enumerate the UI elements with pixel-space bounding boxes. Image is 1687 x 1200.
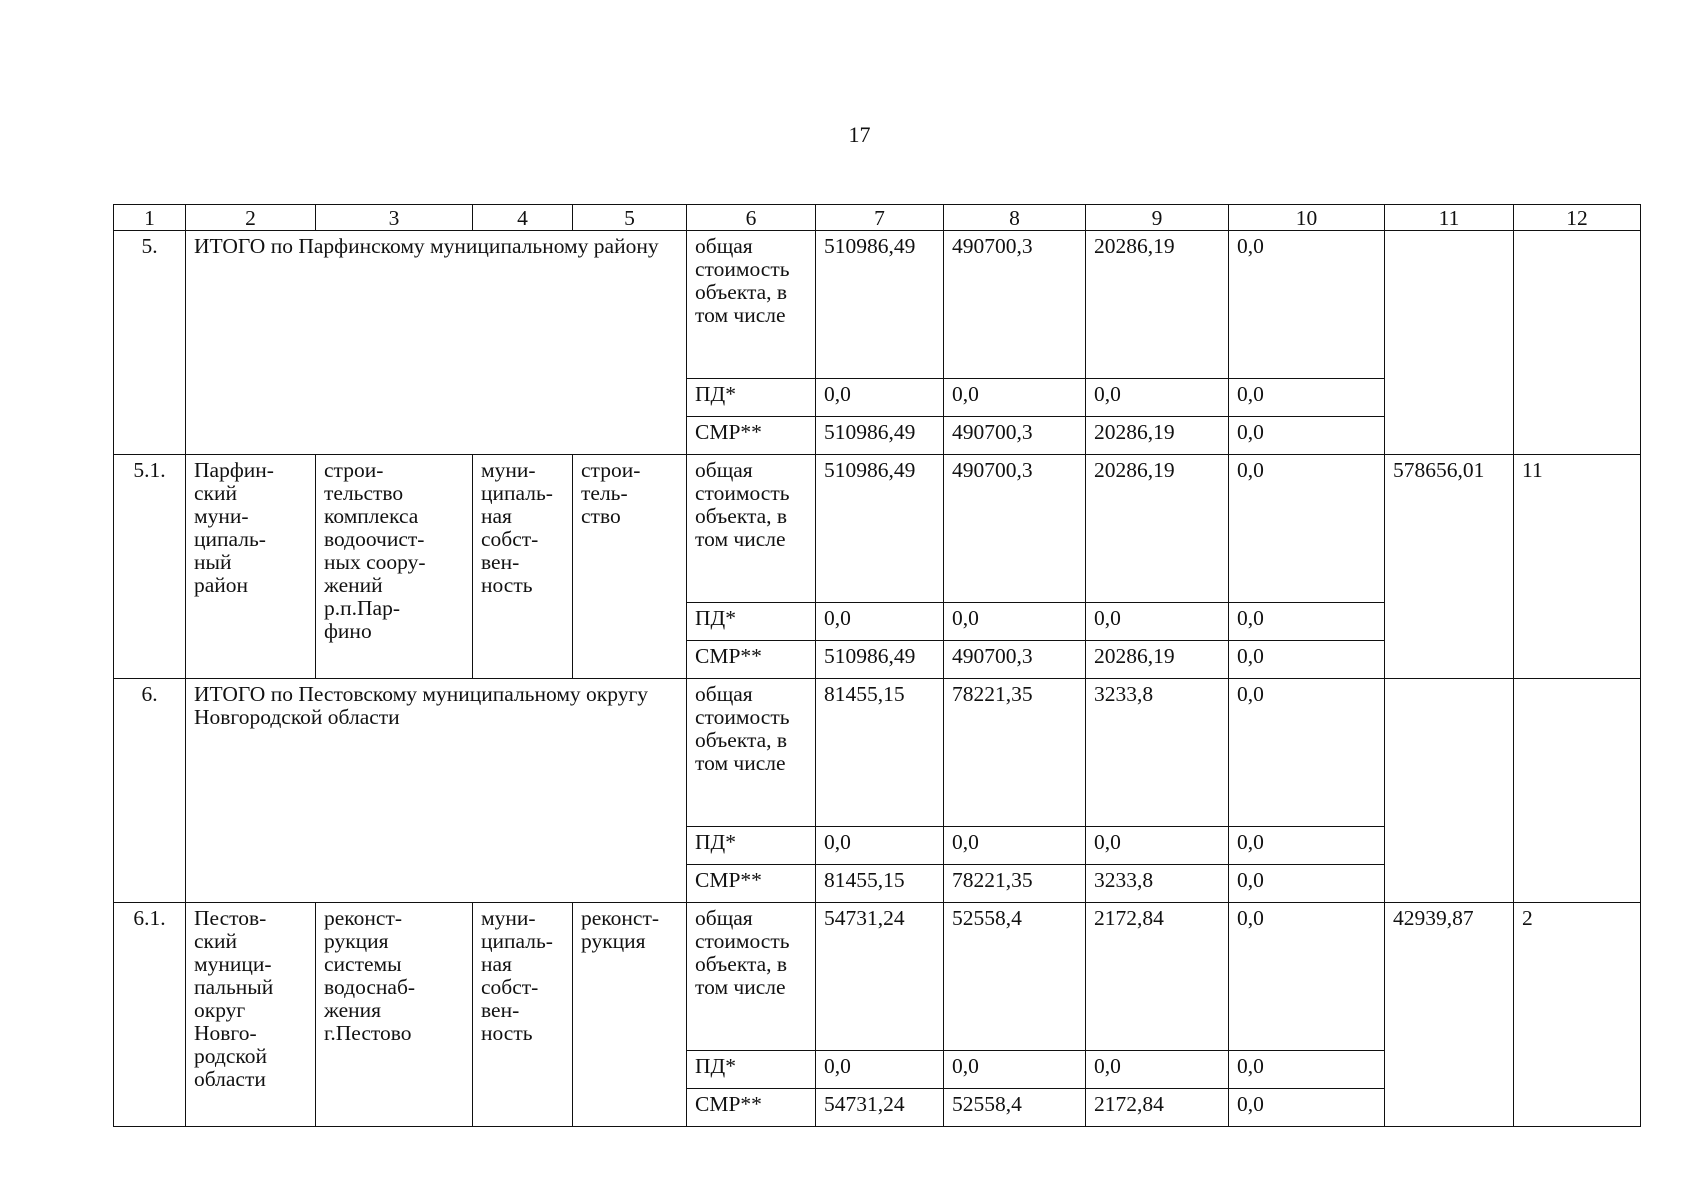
cost-type-cell: СМР** bbox=[687, 865, 816, 903]
column-number-cell: 12 bbox=[1514, 205, 1641, 231]
value-c7-cell: 0,0 bbox=[816, 827, 944, 865]
value-c9-cell: 0,0 bbox=[1086, 379, 1229, 417]
value-c12-cell bbox=[1514, 231, 1641, 455]
value-c10-cell: 0,0 bbox=[1229, 865, 1385, 903]
object-c3-cell: строи- тельство комплекса водоочист- ных соору- жений р.п.Пар- фино bbox=[316, 455, 473, 679]
column-number-cell: 3 bbox=[316, 205, 473, 231]
cost-type-cell: СМР** bbox=[687, 417, 816, 455]
value-c11-cell bbox=[1385, 679, 1514, 903]
value-c9-cell: 0,0 bbox=[1086, 1051, 1229, 1089]
cost-type-cell: общая стоимость объекта, в том числе bbox=[687, 231, 816, 379]
value-c8-cell: 78221,35 bbox=[944, 865, 1086, 903]
column-number-cell: 4 bbox=[473, 205, 573, 231]
value-c7-cell: 54731,24 bbox=[816, 903, 944, 1051]
total-row bbox=[114, 231, 1641, 379]
value-c11-cell bbox=[1385, 231, 1514, 455]
value-c9-cell: 3233,8 bbox=[1086, 865, 1229, 903]
column-number-cell: 2 bbox=[186, 205, 316, 231]
value-c7-cell: 510986,49 bbox=[816, 455, 944, 603]
object-c2-cell: Парфин- ский муни- ципаль- ный район bbox=[186, 455, 316, 679]
value-c7-cell: 54731,24 bbox=[816, 1089, 944, 1127]
total-row bbox=[114, 679, 1641, 827]
value-c9-cell: 20286,19 bbox=[1086, 417, 1229, 455]
value-c7-cell: 0,0 bbox=[816, 379, 944, 417]
value-c7-cell: 510986,49 bbox=[816, 417, 944, 455]
cost-type-cell: СМР** bbox=[687, 641, 816, 679]
object-c5-cell: реконст- рукция bbox=[573, 903, 687, 1127]
objects-table bbox=[113, 204, 1641, 1127]
value-c9-cell: 0,0 bbox=[1086, 827, 1229, 865]
value-c8-cell: 52558,4 bbox=[944, 903, 1086, 1051]
value-c7-cell: 510986,49 bbox=[816, 641, 944, 679]
value-c8-cell: 52558,4 bbox=[944, 1089, 1086, 1127]
cost-type-cell: ПД* bbox=[687, 379, 816, 417]
row-number-cell: 5.1. bbox=[114, 455, 186, 679]
value-c10-cell: 0,0 bbox=[1229, 827, 1385, 865]
column-number-cell: 5 bbox=[573, 205, 687, 231]
value-c7-cell: 0,0 bbox=[816, 603, 944, 641]
row-number-cell: 6. bbox=[114, 679, 186, 903]
value-c9-cell: 2172,84 bbox=[1086, 903, 1229, 1051]
value-c8-cell: 490700,3 bbox=[944, 417, 1086, 455]
cost-type-cell: СМР** bbox=[687, 1089, 816, 1127]
value-c10-cell: 0,0 bbox=[1229, 679, 1385, 827]
row-number-cell: 6.1. bbox=[114, 903, 186, 1127]
value-c8-cell: 0,0 bbox=[944, 1051, 1086, 1089]
column-numbers-row bbox=[114, 205, 1641, 231]
value-c8-cell: 78221,35 bbox=[944, 679, 1086, 827]
value-c8-cell: 490700,3 bbox=[944, 231, 1086, 379]
cost-type-cell: ПД* bbox=[687, 827, 816, 865]
column-number-cell: 1 bbox=[114, 205, 186, 231]
object-c3-cell: реконст- рукция системы водоснаб- жения г.Пестово bbox=[316, 903, 473, 1127]
value-c11-cell: 42939,87 bbox=[1385, 903, 1514, 1127]
value-c11-cell: 578656,01 bbox=[1385, 455, 1514, 679]
object-c2-cell: Пестов- ский муници- пальный округ Новго- родской области bbox=[186, 903, 316, 1127]
value-c9-cell: 3233,8 bbox=[1086, 679, 1229, 827]
column-number-cell: 10 bbox=[1229, 205, 1385, 231]
cost-type-cell: общая стоимость объекта, в том числе bbox=[687, 679, 816, 827]
cost-type-cell: ПД* bbox=[687, 1051, 816, 1089]
value-c10-cell: 0,0 bbox=[1229, 417, 1385, 455]
object-row bbox=[114, 903, 1641, 1051]
value-c10-cell: 0,0 bbox=[1229, 903, 1385, 1051]
cost-type-cell: общая стоимость объекта, в том числе bbox=[687, 903, 816, 1051]
value-c10-cell: 0,0 bbox=[1229, 1089, 1385, 1127]
value-c7-cell: 81455,15 bbox=[816, 865, 944, 903]
page-number: 17 bbox=[848, 122, 871, 147]
value-c10-cell: 0,0 bbox=[1229, 379, 1385, 417]
value-c7-cell: 81455,15 bbox=[816, 679, 944, 827]
row-number-cell: 5. bbox=[114, 231, 186, 455]
value-c10-cell: 0,0 bbox=[1229, 641, 1385, 679]
value-c10-cell: 0,0 bbox=[1229, 455, 1385, 603]
value-c9-cell: 2172,84 bbox=[1086, 1089, 1229, 1127]
total-title-cell: ИТОГО по Парфинскому муниципальному району bbox=[186, 231, 687, 455]
value-c12-cell: 11 bbox=[1514, 455, 1641, 679]
value-c12-cell bbox=[1514, 679, 1641, 903]
object-c4-cell: муни- ципаль- ная собст- вен- ность bbox=[473, 455, 573, 679]
value-c10-cell: 0,0 bbox=[1229, 1051, 1385, 1089]
cost-type-cell: ПД* bbox=[687, 603, 816, 641]
value-c10-cell: 0,0 bbox=[1229, 231, 1385, 379]
value-c9-cell: 20286,19 bbox=[1086, 641, 1229, 679]
total-title-cell: ИТОГО по Пестовскому муниципальному округу Новгородской области bbox=[186, 679, 687, 903]
object-c4-cell: муни- ципаль- ная собст- вен- ность bbox=[473, 903, 573, 1127]
value-c9-cell: 0,0 bbox=[1086, 603, 1229, 641]
column-number-cell: 9 bbox=[1086, 205, 1229, 231]
column-number-cell: 7 bbox=[816, 205, 944, 231]
value-c9-cell: 20286,19 bbox=[1086, 231, 1229, 379]
value-c7-cell: 510986,49 bbox=[816, 231, 944, 379]
column-number-cell: 8 bbox=[944, 205, 1086, 231]
value-c7-cell: 0,0 bbox=[816, 1051, 944, 1089]
object-row bbox=[114, 455, 1641, 603]
value-c9-cell: 20286,19 bbox=[1086, 455, 1229, 603]
value-c10-cell: 0,0 bbox=[1229, 603, 1385, 641]
value-c8-cell: 0,0 bbox=[944, 379, 1086, 417]
object-c5-cell: строи- тель- ство bbox=[573, 455, 687, 679]
cost-type-cell: общая стоимость объекта, в том числе bbox=[687, 455, 816, 603]
value-c8-cell: 0,0 bbox=[944, 603, 1086, 641]
value-c12-cell: 2 bbox=[1514, 903, 1641, 1127]
column-number-cell: 11 bbox=[1385, 205, 1514, 231]
value-c8-cell: 490700,3 bbox=[944, 455, 1086, 603]
column-number-cell: 6 bbox=[687, 205, 816, 231]
value-c8-cell: 0,0 bbox=[944, 827, 1086, 865]
value-c8-cell: 490700,3 bbox=[944, 641, 1086, 679]
